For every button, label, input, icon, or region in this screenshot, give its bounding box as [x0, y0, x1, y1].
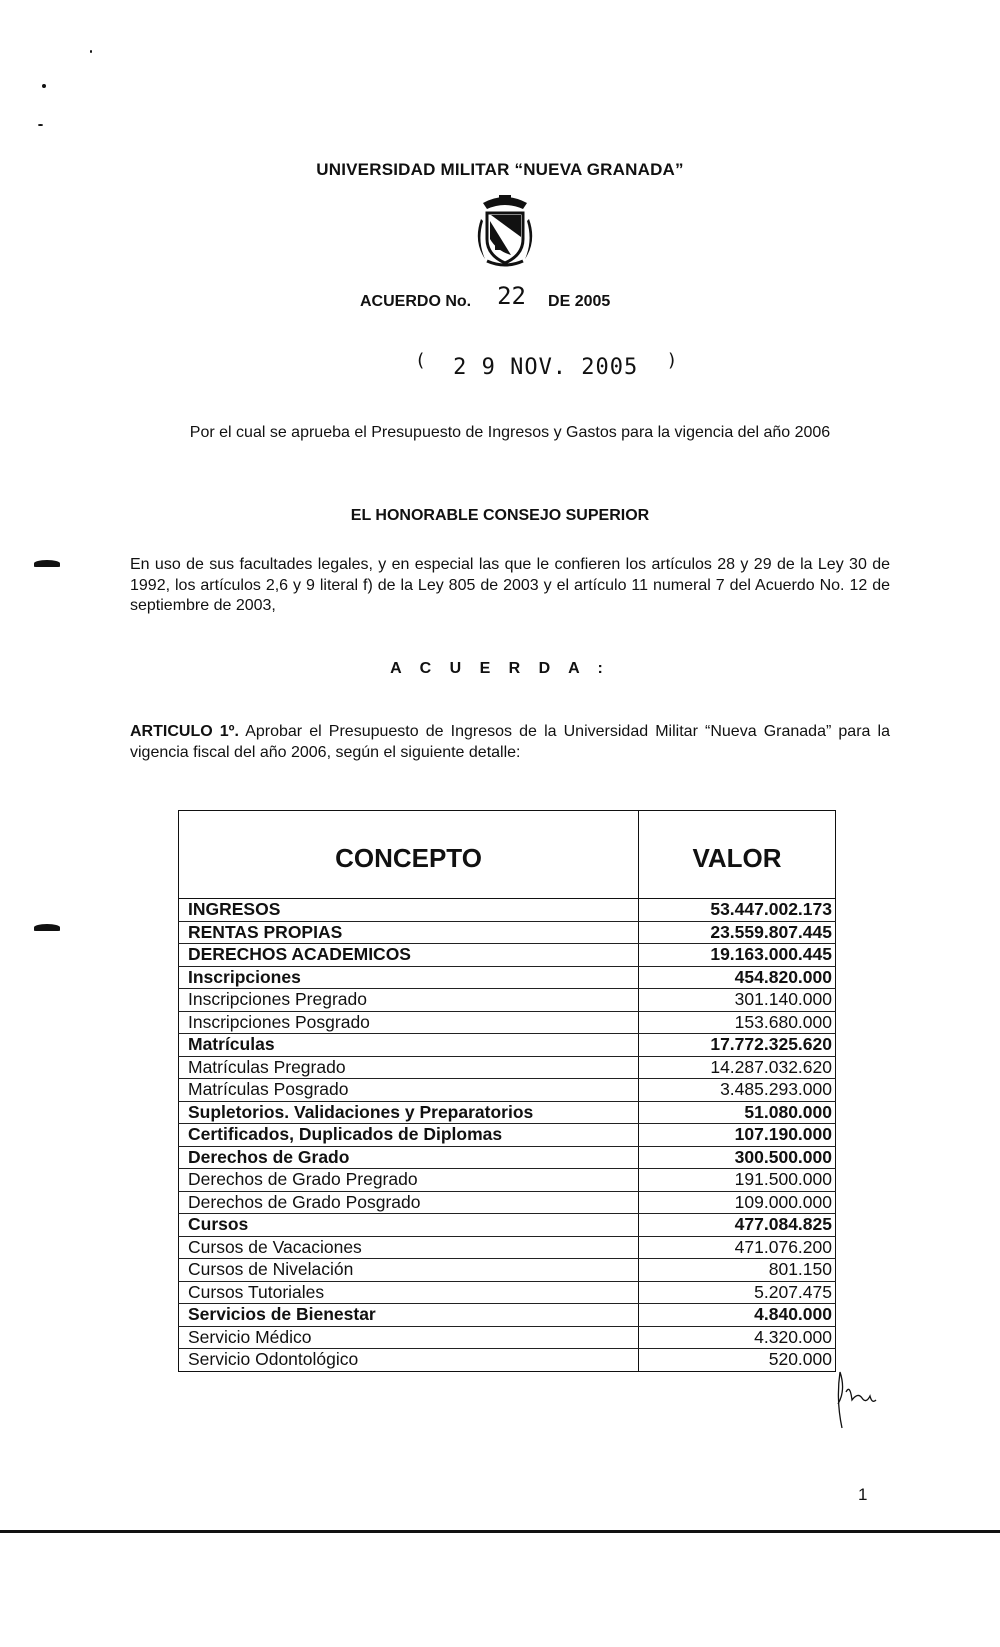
table-row — [179, 966, 836, 989]
concept-cell: Cursos de Nivelación — [179, 1259, 639, 1282]
agreement-purpose: Por el cual se aprueba el Presupuesto de Ingresos y Gastos para la vigencia del año 2006 — [189, 424, 831, 441]
concept-cell: Servicio Odontológico — [179, 1349, 639, 1372]
concept-cell: RENTAS PROPIAS — [179, 921, 639, 944]
value-cell: 471.076.200 — [639, 1236, 836, 1259]
value-cell: 301.140.000 — [639, 989, 836, 1012]
value-cell: 191.500.000 — [639, 1169, 836, 1192]
concept-cell: Derechos de Grado — [179, 1146, 639, 1169]
value-cell: 19.163.000.445 — [639, 944, 836, 967]
table-row — [179, 899, 836, 922]
table-row — [179, 1304, 836, 1327]
concept-cell: Matrículas Posgrado — [179, 1079, 639, 1102]
table-row — [179, 1056, 836, 1079]
table-row — [179, 1349, 836, 1372]
concept-cell: Matrículas — [179, 1034, 639, 1057]
stamp-date: 2 9 NOV. 2005 — [453, 355, 639, 380]
table-row — [179, 1034, 836, 1057]
table-row — [179, 1169, 836, 1192]
article-1 — [130, 722, 890, 763]
concept-cell: Inscripciones Pregrado — [179, 989, 639, 1012]
concept-cell: Inscripciones Posgrado — [179, 1011, 639, 1034]
value-cell: 477.084.825 — [639, 1214, 836, 1237]
value-cell: 53.447.002.173 — [639, 899, 836, 922]
table-row — [179, 1101, 836, 1124]
concept-cell: Derechos de Grado Posgrado — [179, 1191, 639, 1214]
stamp-paren-open: ( — [415, 350, 427, 371]
stamp-paren-close: ) — [666, 350, 679, 371]
table-row — [179, 1259, 836, 1282]
value-cell: 4.840.000 — [639, 1304, 836, 1327]
acuerda-heading: A C U E R D A : — [390, 660, 610, 677]
concept-cell: Cursos Tutoriales — [179, 1281, 639, 1304]
value-cell: 5.207.475 — [639, 1281, 836, 1304]
table-body — [179, 899, 836, 1372]
concept-cell: Cursos — [179, 1214, 639, 1237]
value-cell: 801.150 — [639, 1259, 836, 1282]
agreement-number-line — [360, 284, 610, 312]
agreement-year: DE 2005 — [548, 293, 611, 310]
article-1-label: ARTICULO 1º. — [130, 723, 239, 740]
concept-column-header: CONCEPTO — [179, 811, 639, 899]
income-budget-table — [178, 810, 836, 1372]
page-number: 1 — [858, 1485, 868, 1504]
margin-mark — [34, 560, 60, 567]
value-cell: 107.190.000 — [639, 1124, 836, 1147]
concept-cell: Supletorios. Validaciones y Preparatorios — [179, 1101, 639, 1124]
table-row — [179, 944, 836, 967]
concept-cell: Servicio Médico — [179, 1326, 639, 1349]
university-seal-icon — [465, 193, 545, 271]
agreement-label: ACUERDO No. — [360, 293, 472, 310]
value-cell: 153.680.000 — [639, 1011, 836, 1034]
concept-cell: INGRESOS — [179, 899, 639, 922]
table-row — [179, 1011, 836, 1034]
table-row — [179, 1326, 836, 1349]
value-cell: 51.080.000 — [639, 1101, 836, 1124]
value-cell: 109.000.000 — [639, 1191, 836, 1214]
value-cell: 454.820.000 — [639, 966, 836, 989]
value-column-header: VALOR — [639, 811, 836, 899]
scan-speck — [38, 124, 43, 126]
concept-cell: Cursos de Vacaciones — [179, 1236, 639, 1259]
table-row — [179, 921, 836, 944]
concept-cell: Inscripciones — [179, 966, 639, 989]
concept-cell: Matrículas Pregrado — [179, 1056, 639, 1079]
table-header-row — [179, 811, 836, 899]
table-row — [179, 1146, 836, 1169]
value-cell: 300.500.000 — [639, 1146, 836, 1169]
value-cell: 23.559.807.445 — [639, 921, 836, 944]
margin-mark — [34, 924, 60, 931]
footer-rule — [0, 1530, 1000, 1533]
handwritten-initials — [832, 1370, 892, 1430]
table-row — [179, 1124, 836, 1147]
table-row — [179, 1281, 836, 1304]
table-row — [179, 1214, 836, 1237]
preamble-paragraph: En uso de sus facultades legales, y en especial las que le confieren los artículos 28 y 29 de la Ley 30 de 1992, los artículos 2,6 y 9 literal f) de la Ley 805 de 2003 y el artículo 11 numeral 7 del Acuerdo No. 12 de septiembre de 2003, — [130, 556, 890, 614]
concept-cell: Certificados, Duplicados de Diplomas — [179, 1124, 639, 1147]
agreement-number: 22 — [497, 282, 527, 310]
council-heading: EL HONORABLE CONSEJO SUPERIOR — [350, 507, 650, 524]
table-row — [179, 1236, 836, 1259]
concept-cell: Servicios de Bienestar — [179, 1304, 639, 1327]
concept-cell: Derechos de Grado Pregrado — [179, 1169, 639, 1192]
date-stamp — [415, 350, 679, 380]
value-cell: 520.000 — [639, 1349, 836, 1372]
concept-cell: DERECHOS ACADEMICOS — [179, 944, 639, 967]
value-cell: 3.485.293.000 — [639, 1079, 836, 1102]
table-row — [179, 1191, 836, 1214]
table-row — [179, 989, 836, 1012]
institution-title: UNIVERSIDAD MILITAR “NUEVA GRANADA” — [316, 160, 684, 179]
scan-speck — [90, 50, 92, 53]
value-cell: 17.772.325.620 — [639, 1034, 836, 1057]
article-1-text: Aprobar el Presupuesto de Ingresos de la Universidad Militar “Nueva Granada” para la vigencia fiscal del año 2006, según el siguiente detalle: — [130, 723, 891, 761]
value-cell: 4.320.000 — [639, 1326, 836, 1349]
value-cell: 14.287.032.620 — [639, 1056, 836, 1079]
table-row — [179, 1079, 836, 1102]
scan-speck — [42, 84, 46, 88]
